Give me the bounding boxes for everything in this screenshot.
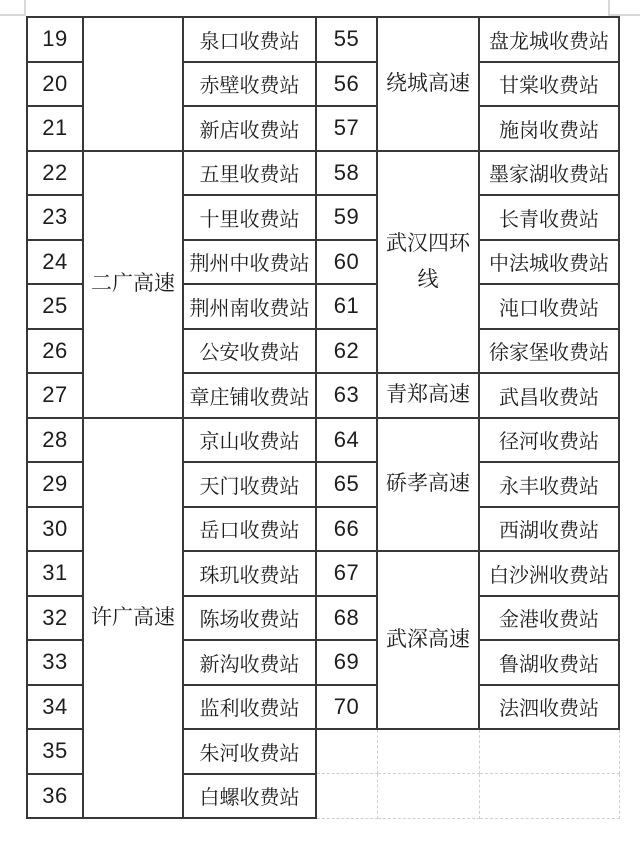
station-cell: 白螺收费站 <box>183 774 316 819</box>
station-cell: 赤壁收费站 <box>183 62 316 107</box>
row-number-cell: 68 <box>316 596 377 641</box>
table-row <box>27 151 619 196</box>
row-number-cell: 55 <box>316 17 377 62</box>
station-cell: 甘棠收费站 <box>479 62 619 107</box>
row-number-cell: 58 <box>316 151 377 196</box>
station-cell: 陈场收费站 <box>183 596 316 641</box>
station-cell: 永丰收费站 <box>479 462 619 507</box>
gridline-stub-top-right-vertical <box>608 0 610 15</box>
row-number-cell: 25 <box>27 284 83 329</box>
toll-station-table <box>26 16 620 819</box>
highway-cell-wushen: 武深高速 <box>377 551 479 729</box>
highway-cell-raocheng: 绕城高速 <box>377 17 479 151</box>
station-cell: 十里收费站 <box>183 195 316 240</box>
row-number-cell: 70 <box>316 685 377 730</box>
row-number-cell: 19 <box>27 17 83 62</box>
row-number-cell: 24 <box>27 240 83 285</box>
station-cell: 鲁湖收费站 <box>479 640 619 685</box>
row-number-cell: 61 <box>316 284 377 329</box>
highway-cell-empty <box>83 17 183 151</box>
row-number-cell: 22 <box>27 151 83 196</box>
empty-cell <box>377 774 479 819</box>
table-row <box>27 17 619 62</box>
row-number-cell: 32 <box>27 596 83 641</box>
station-cell: 天门收费站 <box>183 462 316 507</box>
station-cell: 五里收费站 <box>183 151 316 196</box>
empty-cell <box>316 774 377 819</box>
row-number-cell: 28 <box>27 418 83 463</box>
row-number-cell: 20 <box>27 62 83 107</box>
station-cell: 荆州南收费站 <box>183 284 316 329</box>
row-number-cell: 69 <box>316 640 377 685</box>
row-number-cell: 36 <box>27 774 83 819</box>
station-cell: 章庄铺收费站 <box>183 373 316 418</box>
highway-cell-erguang: 二广高速 <box>83 151 183 418</box>
row-number-cell: 34 <box>27 685 83 730</box>
empty-cell <box>377 729 479 774</box>
station-cell: 长青收费站 <box>479 195 619 240</box>
station-cell: 徐家堡收费站 <box>479 329 619 374</box>
empty-cell <box>479 729 619 774</box>
row-number-cell: 26 <box>27 329 83 374</box>
highway-cell-qiaoxiao: 硚孝高速 <box>377 418 479 552</box>
empty-cell <box>316 729 377 774</box>
table-row <box>27 418 619 463</box>
station-cell: 朱河收费站 <box>183 729 316 774</box>
station-cell: 西湖收费站 <box>479 507 619 552</box>
row-number-cell: 23 <box>27 195 83 240</box>
station-cell: 岳口收费站 <box>183 507 316 552</box>
station-cell: 新沟收费站 <box>183 640 316 685</box>
highway-cell-xuguang: 许广高速 <box>83 418 183 819</box>
station-cell: 盘龙城收费站 <box>479 17 619 62</box>
station-cell: 珠玑收费站 <box>183 551 316 596</box>
row-number-cell: 66 <box>316 507 377 552</box>
station-cell: 施岗收费站 <box>479 106 619 151</box>
station-cell: 新店收费站 <box>183 106 316 151</box>
row-number-cell: 64 <box>316 418 377 463</box>
row-number-cell: 31 <box>27 551 83 596</box>
station-cell: 墨家湖收费站 <box>479 151 619 196</box>
station-cell: 武昌收费站 <box>479 373 619 418</box>
row-number-cell: 35 <box>27 729 83 774</box>
row-number-cell: 59 <box>316 195 377 240</box>
empty-cell <box>479 774 619 819</box>
station-cell: 京山收费站 <box>183 418 316 463</box>
station-cell: 径河收费站 <box>479 418 619 463</box>
station-cell: 金港收费站 <box>479 596 619 641</box>
row-number-cell: 63 <box>316 373 377 418</box>
row-number-cell: 30 <box>27 507 83 552</box>
row-number-cell: 33 <box>27 640 83 685</box>
station-cell: 法泗收费站 <box>479 685 619 730</box>
station-cell: 白沙洲收费站 <box>479 551 619 596</box>
row-number-cell: 60 <box>316 240 377 285</box>
row-number-cell: 57 <box>316 106 377 151</box>
row-number-cell: 62 <box>316 329 377 374</box>
station-cell: 中法城收费站 <box>479 240 619 285</box>
station-cell: 公安收费站 <box>183 329 316 374</box>
highway-cell-wuhan-sihuan: 武汉四环线 <box>377 151 479 374</box>
gridline-stub-top-left-vertical <box>24 0 26 16</box>
highway-cell-qingzheng: 青郑高速 <box>377 373 479 418</box>
station-cell: 泉口收费站 <box>183 17 316 62</box>
station-cell: 沌口收费站 <box>479 284 619 329</box>
row-number-cell: 21 <box>27 106 83 151</box>
row-number-cell: 29 <box>27 462 83 507</box>
row-number-cell: 27 <box>27 373 83 418</box>
row-number-cell: 67 <box>316 551 377 596</box>
row-number-cell: 56 <box>316 62 377 107</box>
station-cell: 荆州中收费站 <box>183 240 316 285</box>
row-number-cell: 65 <box>316 462 377 507</box>
station-cell: 监利收费站 <box>183 685 316 730</box>
gridline-stub-top-left-horizontal <box>0 14 25 16</box>
